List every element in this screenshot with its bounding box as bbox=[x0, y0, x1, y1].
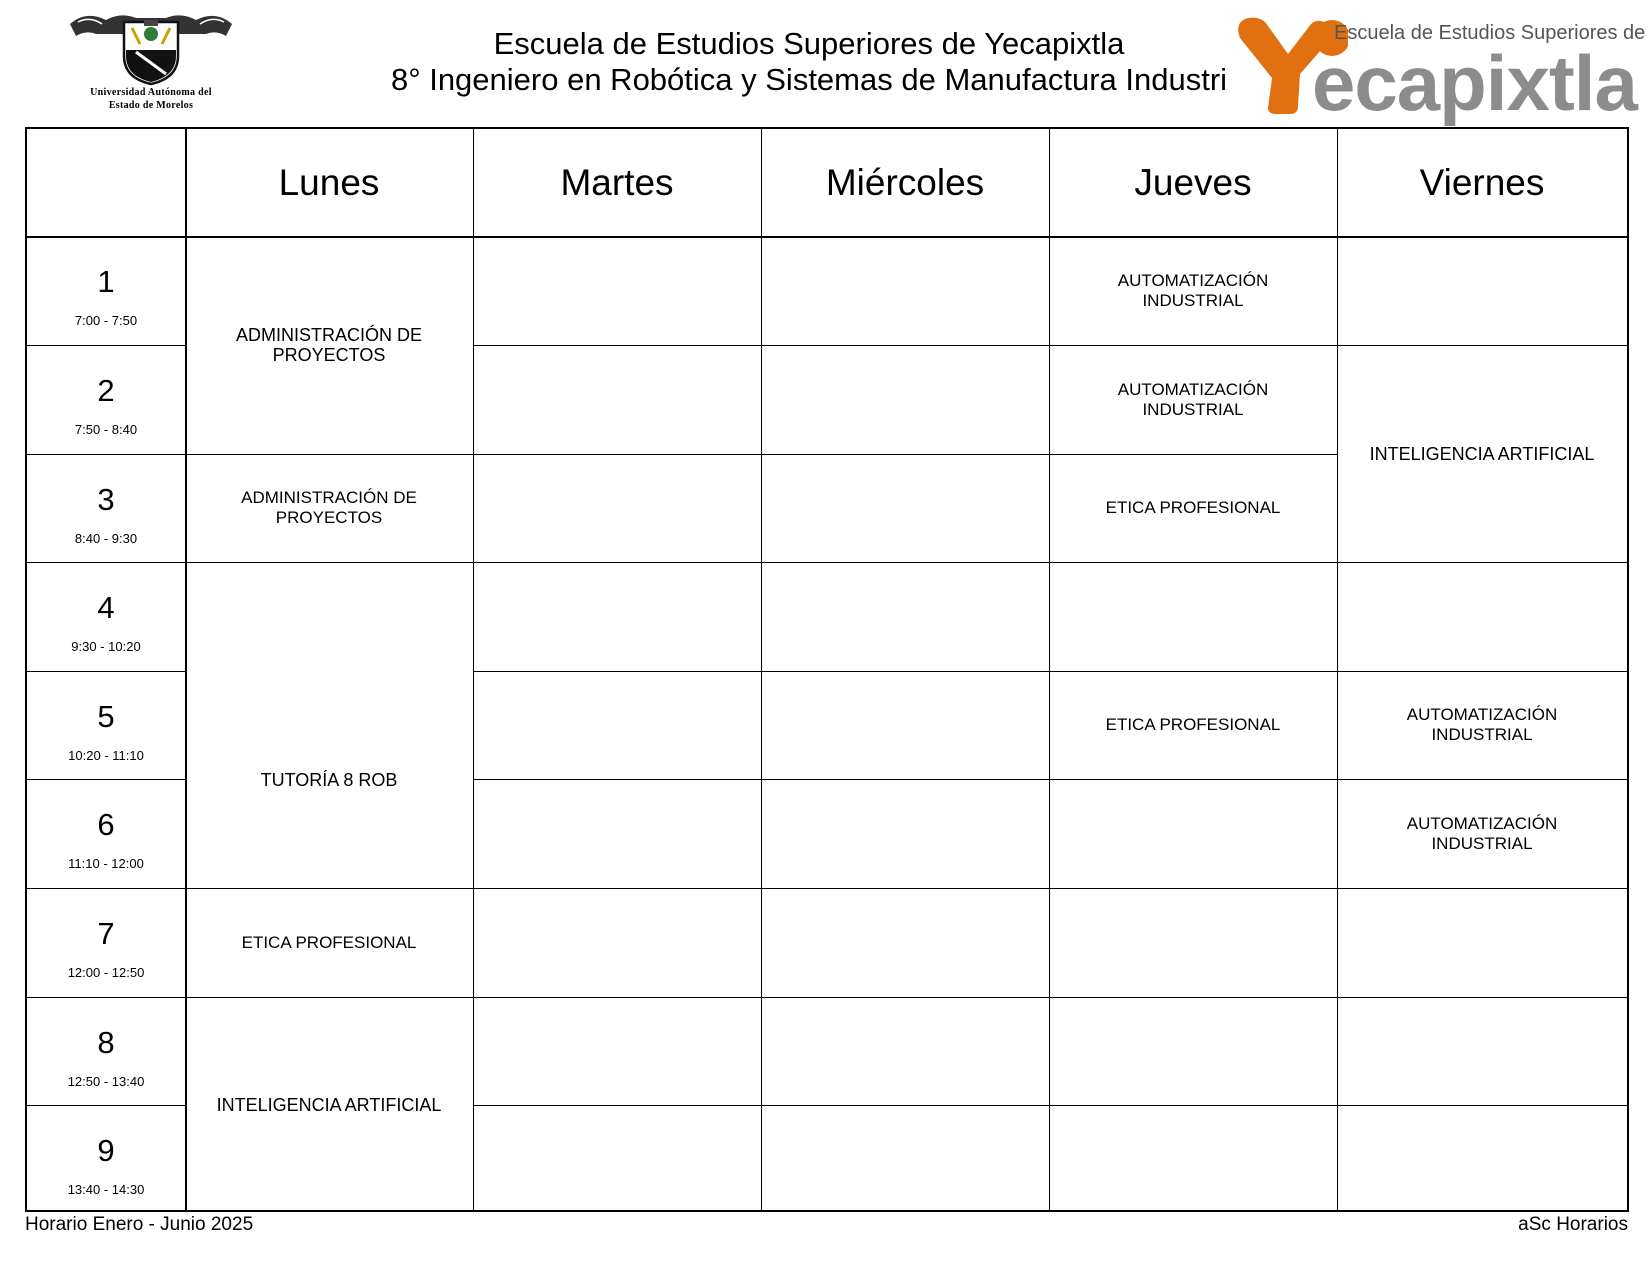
period-time: 9:30 - 10:20 bbox=[71, 639, 141, 654]
uaem-logo bbox=[66, 8, 236, 114]
day-header-jueves: Jueves bbox=[1134, 161, 1252, 203]
timetable bbox=[25, 127, 1629, 1212]
class-cell: AUTOMATIZACIÓN INDUSTRIAL bbox=[1117, 379, 1269, 419]
class-cell: TUTORÍA 8 ROB bbox=[260, 769, 398, 790]
class-cell: ADMINISTRACIÓN DE PROYECTOS bbox=[235, 325, 422, 365]
day-header-martes: Martes bbox=[560, 161, 674, 203]
uaem-name-line2: Estado de Morelos bbox=[108, 100, 194, 111]
period-number: 6 bbox=[97, 807, 115, 842]
school-title: Escuela de Estudios Superiores de Yecapixtla bbox=[493, 26, 1125, 61]
footer-generator: aSc Horarios bbox=[1518, 1214, 1628, 1235]
program-title: 8° Ingeniero en Robótica y Sistemas de Manufactura Industri bbox=[390, 62, 1228, 97]
day-header-lunes: Lunes bbox=[278, 161, 380, 203]
uaem-name-line1: Universidad Autónoma del bbox=[90, 87, 212, 98]
period-number: 1 bbox=[97, 264, 115, 299]
period-time: 12:50 - 13:40 bbox=[67, 1074, 145, 1089]
period-time: 7:50 - 8:40 bbox=[74, 422, 138, 437]
university-crest-icon bbox=[66, 8, 236, 88]
period-number: 3 bbox=[97, 482, 115, 517]
period-time: 11:10 - 12:00 bbox=[68, 856, 144, 871]
period-number: 5 bbox=[97, 699, 115, 734]
period-time: 10:20 - 11:10 bbox=[68, 748, 144, 763]
period-number: 2 bbox=[97, 373, 115, 408]
class-cell: ETICA PROFESIONAL bbox=[1105, 498, 1281, 517]
yecapixtla-wordmark: ecapixtla bbox=[1312, 39, 1637, 127]
day-header-viernes: Viernes bbox=[1419, 161, 1545, 203]
class-cell: AUTOMATIZACIÓN INDUSTRIAL bbox=[1406, 705, 1558, 744]
period-number: 9 bbox=[97, 1133, 115, 1168]
footer-term: Horario Enero - Junio 2025 bbox=[25, 1214, 254, 1235]
class-cell: AUTOMATIZACIÓN INDUSTRIAL bbox=[1117, 270, 1269, 310]
class-cell: ADMINISTRACIÓN DE PROYECTOS bbox=[241, 488, 417, 527]
period-number: 4 bbox=[97, 590, 115, 625]
class-cell: INTELIGENCIA ARTIFICIAL bbox=[216, 1094, 442, 1115]
class-cell: INTELIGENCIA ARTIFICIAL bbox=[1369, 443, 1595, 464]
class-cell: ETICA PROFESIONAL bbox=[241, 932, 417, 952]
yecapixtla-subtitle: Escuela de Estudios Superiores de bbox=[1334, 22, 1646, 44]
period-number: 7 bbox=[97, 916, 115, 951]
yecapixtla-logo bbox=[1228, 8, 1646, 127]
period-number: 8 bbox=[97, 1025, 115, 1060]
period-time: 8:40 - 9:30 bbox=[74, 531, 138, 546]
day-header-miercoles: Miércoles bbox=[825, 161, 985, 203]
class-cell: ETICA PROFESIONAL bbox=[1105, 715, 1281, 734]
class-cell: AUTOMATIZACIÓN INDUSTRIAL bbox=[1406, 813, 1558, 853]
period-time: 7:00 - 7:50 bbox=[74, 313, 138, 328]
period-time: 12:00 - 12:50 bbox=[67, 965, 145, 980]
period-time: 13:40 - 14:30 bbox=[67, 1182, 145, 1197]
